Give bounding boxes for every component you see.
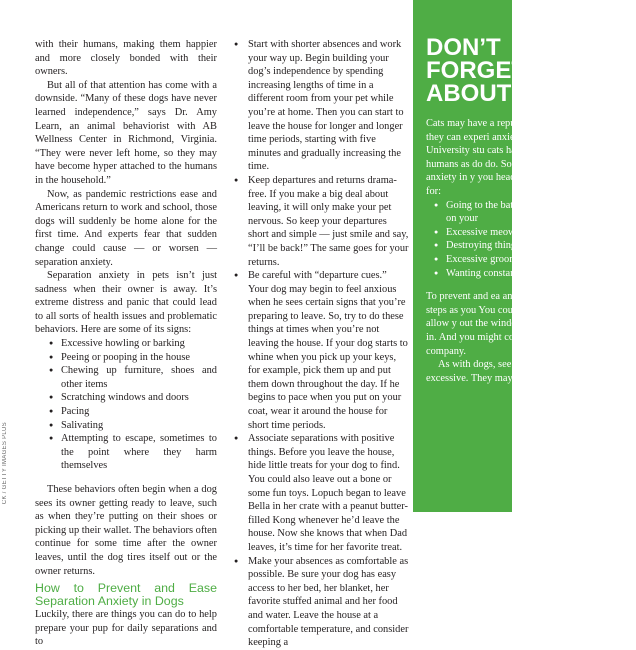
- paragraph: As with dogs, see y if your cat’s separation excessive. They may: [426, 359, 617, 384]
- article-column-2: [232, 38, 409, 650]
- section-subhead: How to Prevent and Ease Separation Anxiety in Dogs: [35, 581, 217, 609]
- paragraph: Cats may have a repu independent and alo is that they can experi anxiety as well. In fact State University stu cats have similar att to their humans as do do. So, make sure to cl separation anxiety in y you head back to the of to watch out for:: [426, 118, 630, 197]
- list-item: ● Excessive groomin: [426, 253, 636, 267]
- list-item: ● Attempting to escape, sometimes to the point where they harm themselves: [35, 432, 217, 473]
- cat-signs-list: [426, 199, 636, 281]
- list-item: ● Make your absences as comfortable as possible. Be sure your dog has easy access to her bed, her blanket, her favorite stuffed animal and her food and water. Leave the house at a comfortable temperature, and consider keeping a: [232, 555, 409, 650]
- paragraph: Now, as pandemic restrictions ease and Americans return to work and school, those dogs will suddenly be home alone for the first time. And experts fear that sudden change could cause — or worsen — separation anxiety.: [35, 188, 217, 268]
- paragraph: Separation anxiety in pets isn’t just sadness when their owner is away. It’s extreme distress and panic that could lead to all sorts of health issues and problematic behaviors. Here are some of its signs:: [35, 270, 217, 336]
- sidebar-title: DON’T FORGET ABOUT C: [426, 34, 536, 107]
- list-item: ● Excessive howling or barking: [35, 337, 217, 351]
- sidebar-body: [426, 117, 636, 385]
- list-item: ● Scratching windows and doors: [35, 391, 217, 405]
- list-item: ● Keep departures and returns drama-free. If you make a big deal about leaving, it will only make your pet nervous. So keep your departures short and simple — just smile and say, “I’ll be back!” The same goes for your returns.: [232, 174, 409, 269]
- dog-signs-list: [35, 337, 217, 473]
- list-item: ● Excessive meowin yowling or other v: [426, 226, 636, 240]
- list-item: ● Wanting constant you when you’re a: [426, 267, 636, 281]
- list-item: ● Start with shorter absences and work your way up. Begin building your dog’s independence by spending increasing lengths of time in a different room from your pet while you’re at home. Then you can start to leave the house for longer and longer time periods, starting with five minutes and gradually increasing the time.: [232, 38, 409, 174]
- list-item: ● Destroying things: [426, 239, 636, 253]
- list-item: ● Chewing up furniture, shoes and other items: [35, 364, 217, 391]
- cat-sidebar: [413, 0, 636, 512]
- list-item: ● Salivating: [35, 419, 217, 433]
- photo-credit: CK / GETTY IMAGES PLUS: [2, 421, 8, 504]
- paragraph: These behaviors often begin when a dog sees its owner getting ready to leave, such as when they’re putting on their shoes or picking up their wallet. The behaviors often continue for some time after the owner leaves, until the dog tires itself out or the owner returns.: [35, 484, 217, 577]
- list-item: ● Associate separations with positive things. Before you leave the house, hide little treats for your dog to find. You could also leave out a bone or some fun toys. Lopuch began to leave Bella in her crate with a peanut butter-filled Kong whenever he’d leave the house. Now she knows that when Dad leaves, it’s time for her favorite treat.: [232, 432, 409, 554]
- tips-list: [232, 38, 409, 650]
- paragraph: To prevent and ea anxiety in your cat, the same steps as you You could also provi patio that will allow y out the window, and or nook for your kitt in. And you might co another cat so the pai other company.: [426, 291, 632, 357]
- paragraph: with their humans, making them happier and more closely bonded with their owners.: [35, 39, 217, 78]
- list-item: ● Pacing: [35, 405, 217, 419]
- article-column-1: [35, 38, 217, 649]
- list-item: ● Going to the bath outside of the litt especially on your: [426, 199, 636, 226]
- paragraph: Luckily, there are things you can do to help prepare your pup for daily separations and to: [35, 609, 217, 648]
- list-item: ● Peeing or pooping in the house: [35, 351, 217, 365]
- list-item: ● Be careful with “departure cues.” Your dog may begin to feel anxious when he sees certain signs that you’re preparing to leave. So, try to do these things at times when you’re not leaving the house. If your dog starts to whine when you pick up your keys, for example, pick them up and put them down throughout the day. If he begins to pace when you put on your coat, wear it around the house for short time periods.: [232, 269, 409, 432]
- paragraph: But all of that attention has come with a downside. “Many of these dogs have never learned independence,” says Dr. Amy Learn, an animal behaviorist with AB Wellness Center in Richmond, Virginia. “They were never left home, so they may have become hyper attached to the humans in the household.”: [35, 79, 217, 186]
